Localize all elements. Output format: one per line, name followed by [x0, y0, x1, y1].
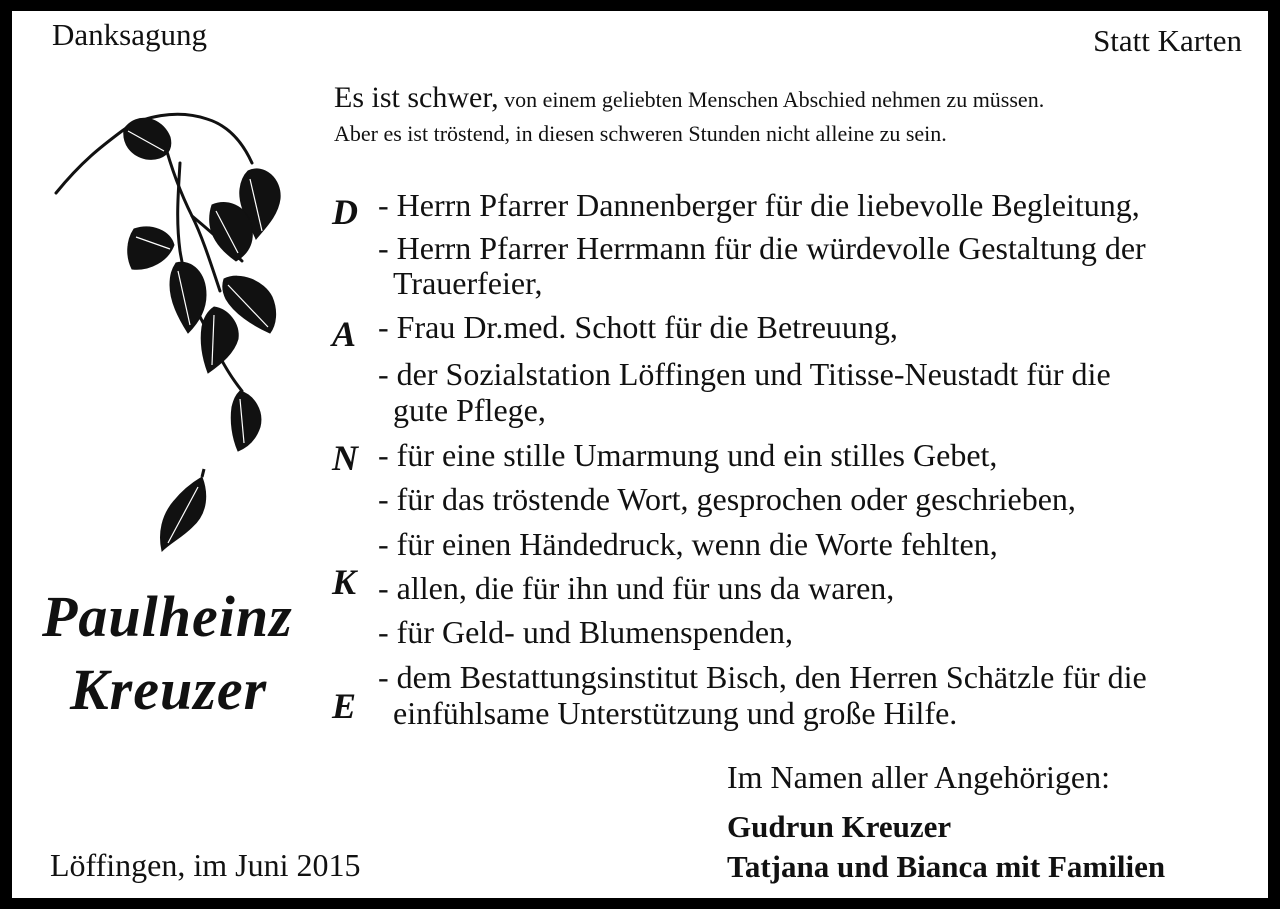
acrostic-letter-k: K — [332, 562, 357, 602]
thanks-line-continuation: Trauerfeier, — [393, 265, 543, 301]
signature-name-1: Gudrun Kreuzer — [727, 809, 952, 844]
signature-name-2: Tatjana und Bianca mit Familien — [727, 849, 1166, 884]
thanks-line: - für das tröstende Wort, gesprochen oder geschrieben, — [378, 481, 1076, 517]
death-notice-card — [12, 11, 1268, 898]
intro-lead: Es ist schwer, — [334, 81, 499, 114]
place-and-date: Löffingen, im Juni 2015 — [50, 847, 361, 883]
intro-line-1 — [334, 81, 1044, 115]
thanks-line: - dem Bestattungsinstitut Bisch, den Herren Schätzle für die — [378, 659, 1147, 695]
intro-line-2: Aber es ist tröstend, in diesen schweren Stunden nicht alleine zu sein. — [334, 121, 947, 146]
leaf-branch-icon — [42, 101, 302, 561]
deceased-first-name: Paulheinz — [42, 584, 293, 649]
heading-statt-karten: Statt Karten — [1093, 23, 1242, 58]
thanks-line: - Frau Dr.med. Schott für die Betreuung, — [378, 309, 898, 345]
intro-line-1-rest: von einem geliebten Menschen Abschied nehmen zu müssen. — [504, 87, 1045, 112]
thanks-line: - der Sozialstation Löffingen und Titisse-Neustadt für die — [378, 356, 1111, 392]
thanks-line: - allen, die für ihn und für uns da waren, — [378, 570, 895, 606]
acrostic-letter-d: D — [332, 192, 358, 232]
thanks-line: - Herrn Pfarrer Herrmann für die würdevolle Gestaltung der — [378, 230, 1146, 266]
deceased-last-name: Kreuzer — [70, 657, 268, 722]
acrostic-letter-n: N — [332, 438, 358, 478]
acrostic-letter-e: E — [332, 686, 357, 726]
thanks-line-continuation: gute Pflege, — [393, 392, 546, 428]
signature-intro: Im Namen aller Angehörigen: — [727, 759, 1110, 795]
acrostic-letter-a: A — [332, 314, 357, 354]
thanks-line: - für einen Händedruck, wenn die Worte fehlten, — [378, 526, 998, 562]
heading-danksagung: Danksagung — [52, 17, 207, 52]
thanks-line: - für eine stille Umarmung und ein stilles Gebet, — [378, 437, 998, 473]
thanks-line: - für Geld- und Blumenspenden, — [378, 614, 794, 650]
thanks-line-continuation: einfühlsame Unterstützung und große Hilfe. — [393, 695, 958, 731]
thanks-line: - Herrn Pfarrer Dannenberger für die liebevolle Begleitung, — [378, 187, 1140, 223]
